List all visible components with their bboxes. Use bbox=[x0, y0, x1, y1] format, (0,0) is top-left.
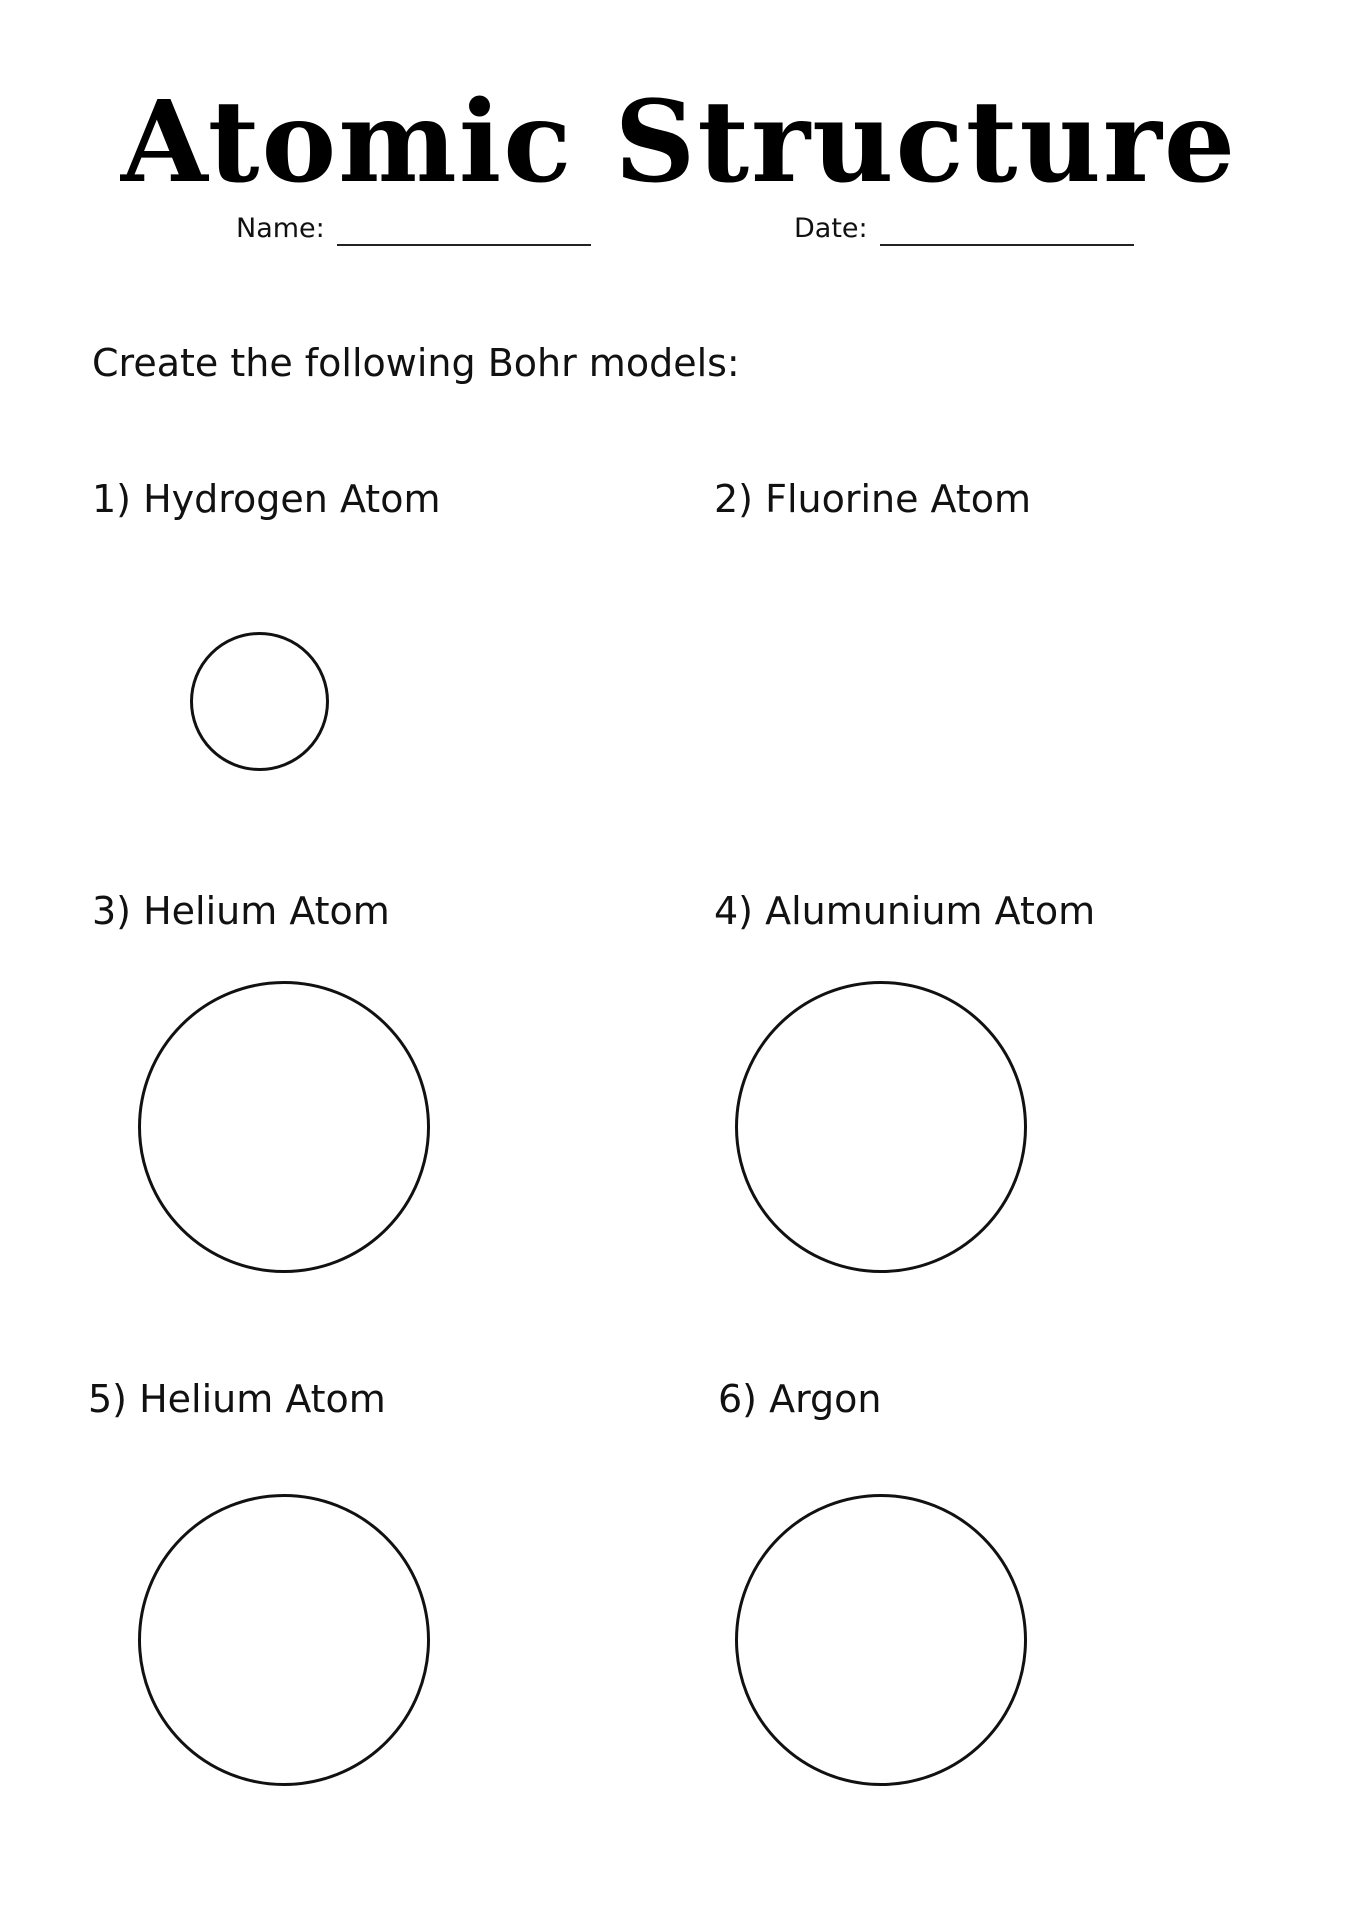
worksheet-title: Atomic Structure bbox=[120, 77, 1238, 208]
name-label: Name: bbox=[236, 213, 325, 244]
question-4-drawing-circle bbox=[735, 981, 1027, 1273]
date-label: Date: bbox=[794, 213, 868, 244]
question-6-drawing-circle bbox=[735, 1494, 1027, 1786]
question-1-drawing-circle bbox=[190, 632, 329, 771]
question-2-label: 2) Fluorine Atom bbox=[714, 477, 1032, 521]
date-blank-line[interactable] bbox=[880, 214, 1134, 246]
question-5-label: 5) Helium Atom bbox=[88, 1377, 386, 1421]
question-3-drawing-circle bbox=[138, 981, 430, 1273]
name-blank-line[interactable] bbox=[337, 214, 591, 246]
name-field bbox=[236, 212, 591, 246]
question-4-label: 4) Alumunium Atom bbox=[714, 889, 1096, 933]
question-5-drawing-circle bbox=[138, 1494, 430, 1786]
question-6-label: 6) Argon bbox=[718, 1377, 882, 1421]
question-1-label: 1) Hydrogen Atom bbox=[92, 477, 441, 521]
question-3-label: 3) Helium Atom bbox=[92, 889, 390, 933]
date-field bbox=[794, 212, 1134, 246]
instructions: Create the following Bohr models: bbox=[92, 341, 740, 385]
